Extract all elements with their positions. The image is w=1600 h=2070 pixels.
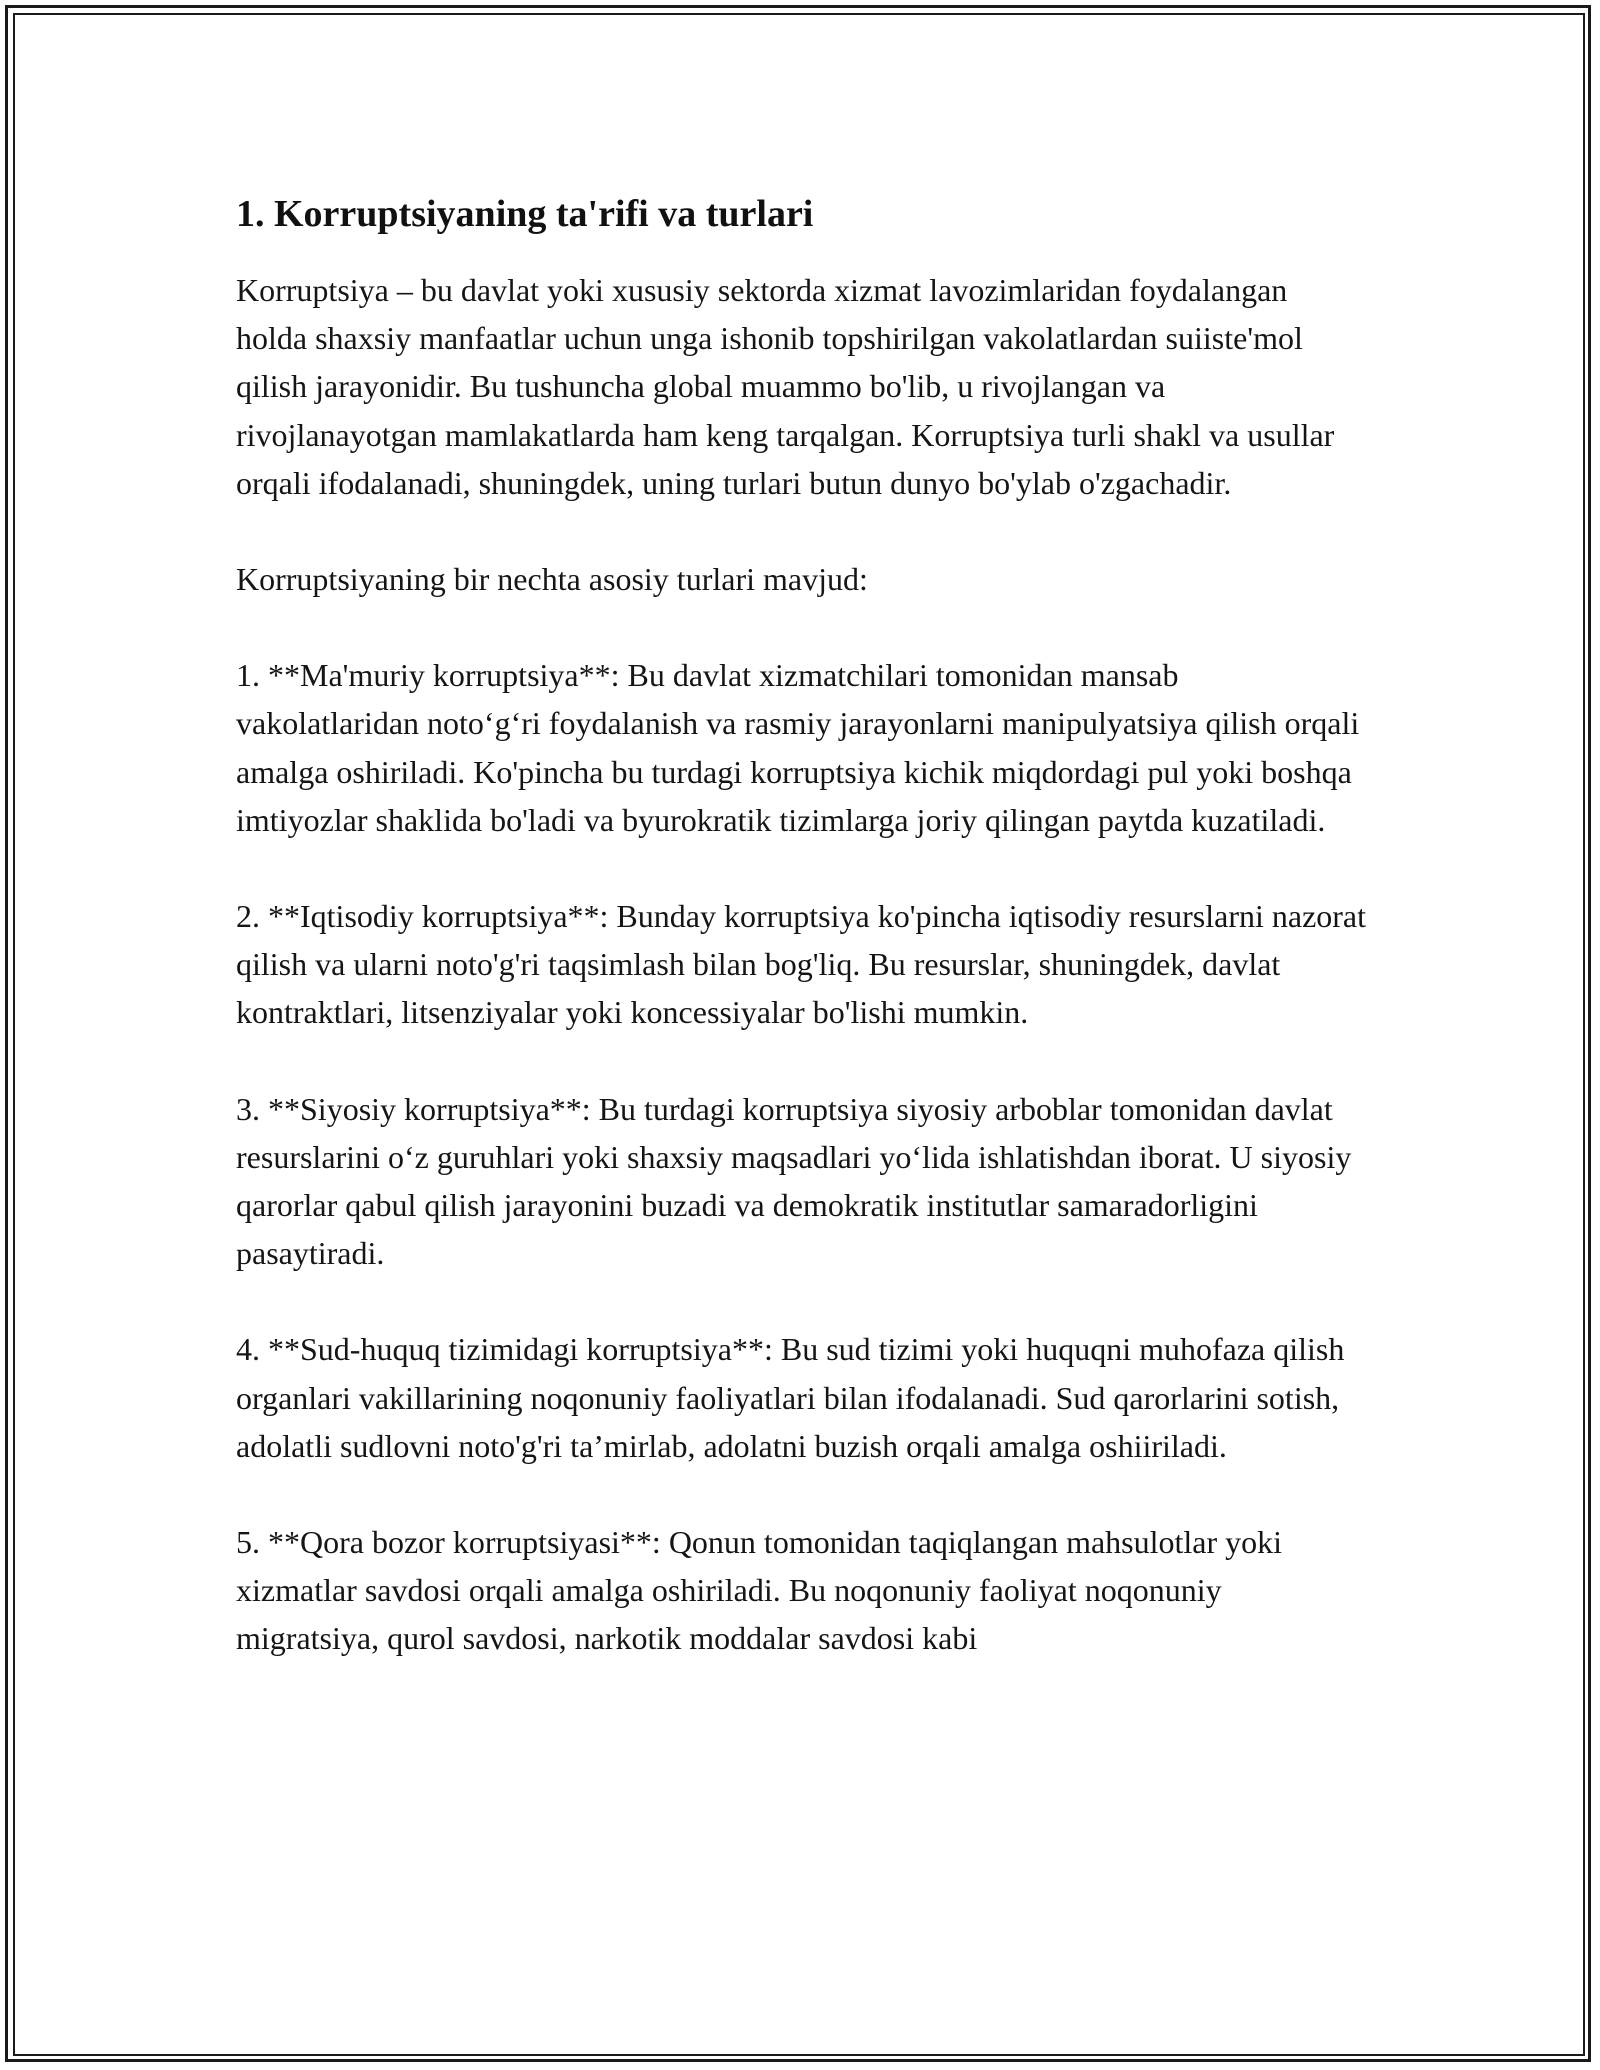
types-intro-paragraph: Korruptsiyaning bir nechta asosiy turlari mavjud: <box>236 561 868 598</box>
type-item-political: 3. **Siyosiy korruptsiya**: Bu turdagi korruptsiya siyosiy arboblar tomonidan davlat resurslarini o‘z guruhlari yoki shaxsiy maqsadlari yo‘lida ishlatishdan iborat. U siyosiy qarorlar qabul qilish jarayonini buzadi va demokratik institutlar samaradorligini pasaytiradi. <box>236 1090 1352 1272</box>
document-body <box>236 188 1366 1663</box>
section-heading: 1. Korruptsiyaning ta'rifi va turlari <box>236 193 814 235</box>
type-item-black-market: 5. **Qora bozor korruptsiyasi**: Qonun tomonidan taqiqlangan mahsulotlar yoki xizmatlar savdosi orqali amalga oshiriladi. Bu noqonuniy faoliyat noqonuniy migratsiya, qurol savdosi, narkotik moddalar savdosi kabi <box>236 1524 1283 1657</box>
intro-paragraph: Korruptsiya – bu davlat yoki xususiy sektorda xizmat lavozimlaridan foydalangan holda shaxsiy manfaatlar uchun unga ishonib topshirilgan vakolatlardan suiiste'mol qilish jarayonidir. Bu tushuncha global muammo bo'lib, u rivojlangan va rivojlanayotgan mamlakatlarda ham keng tarqalgan. Korruptsiya turli shakl va usullar orqali ifodalanadi, shuningdek, uning turlari butun dunyo bo'ylab o'zgachadir. <box>236 272 1335 501</box>
type-item-economic: 2. **Iqtisodiy korruptsiya**: Bunday korruptsiya ko'pincha iqtisodiy resurslarni nazorat qilish va ularni noto'g'ri taqsimlash bilan bog'liq. Bu resurslar, shuningdek, davlat kontraktlari, litsenziyalar yoki koncessiyalar bo'lishi mumkin. <box>236 898 1367 1031</box>
type-item-judicial: 4. **Sud-huquq tizimidagi korruptsiya**: Bu sud tizimi yoki huquqni muhofaza qilish organlari vakillarining noqonuniy faoliyatlari bilan ifodalanadi. Sud qarorlarini sotish, adolatli sudlovni noto'g'ri ta’mirlab, adolatni buzish orqali amalga oshiiriladi. <box>236 1331 1345 1464</box>
type-item-administrative: 1. **Ma'muriy korruptsiya**: Bu davlat xizmatchilari tomonidan mansab vakolatlaridan noto‘g‘ri foydalanish va rasmiy jarayonlarni manipulyatsiya qilish orqali amalga oshiriladi. Ko'pincha bu turdagi korruptsiya kichik miqdordagi pul yoki boshqa imtiyozlar shaklida bo'ladi va byurokratik tizimlarga joriy qilingan paytda kuzatiladi. <box>236 657 1360 838</box>
